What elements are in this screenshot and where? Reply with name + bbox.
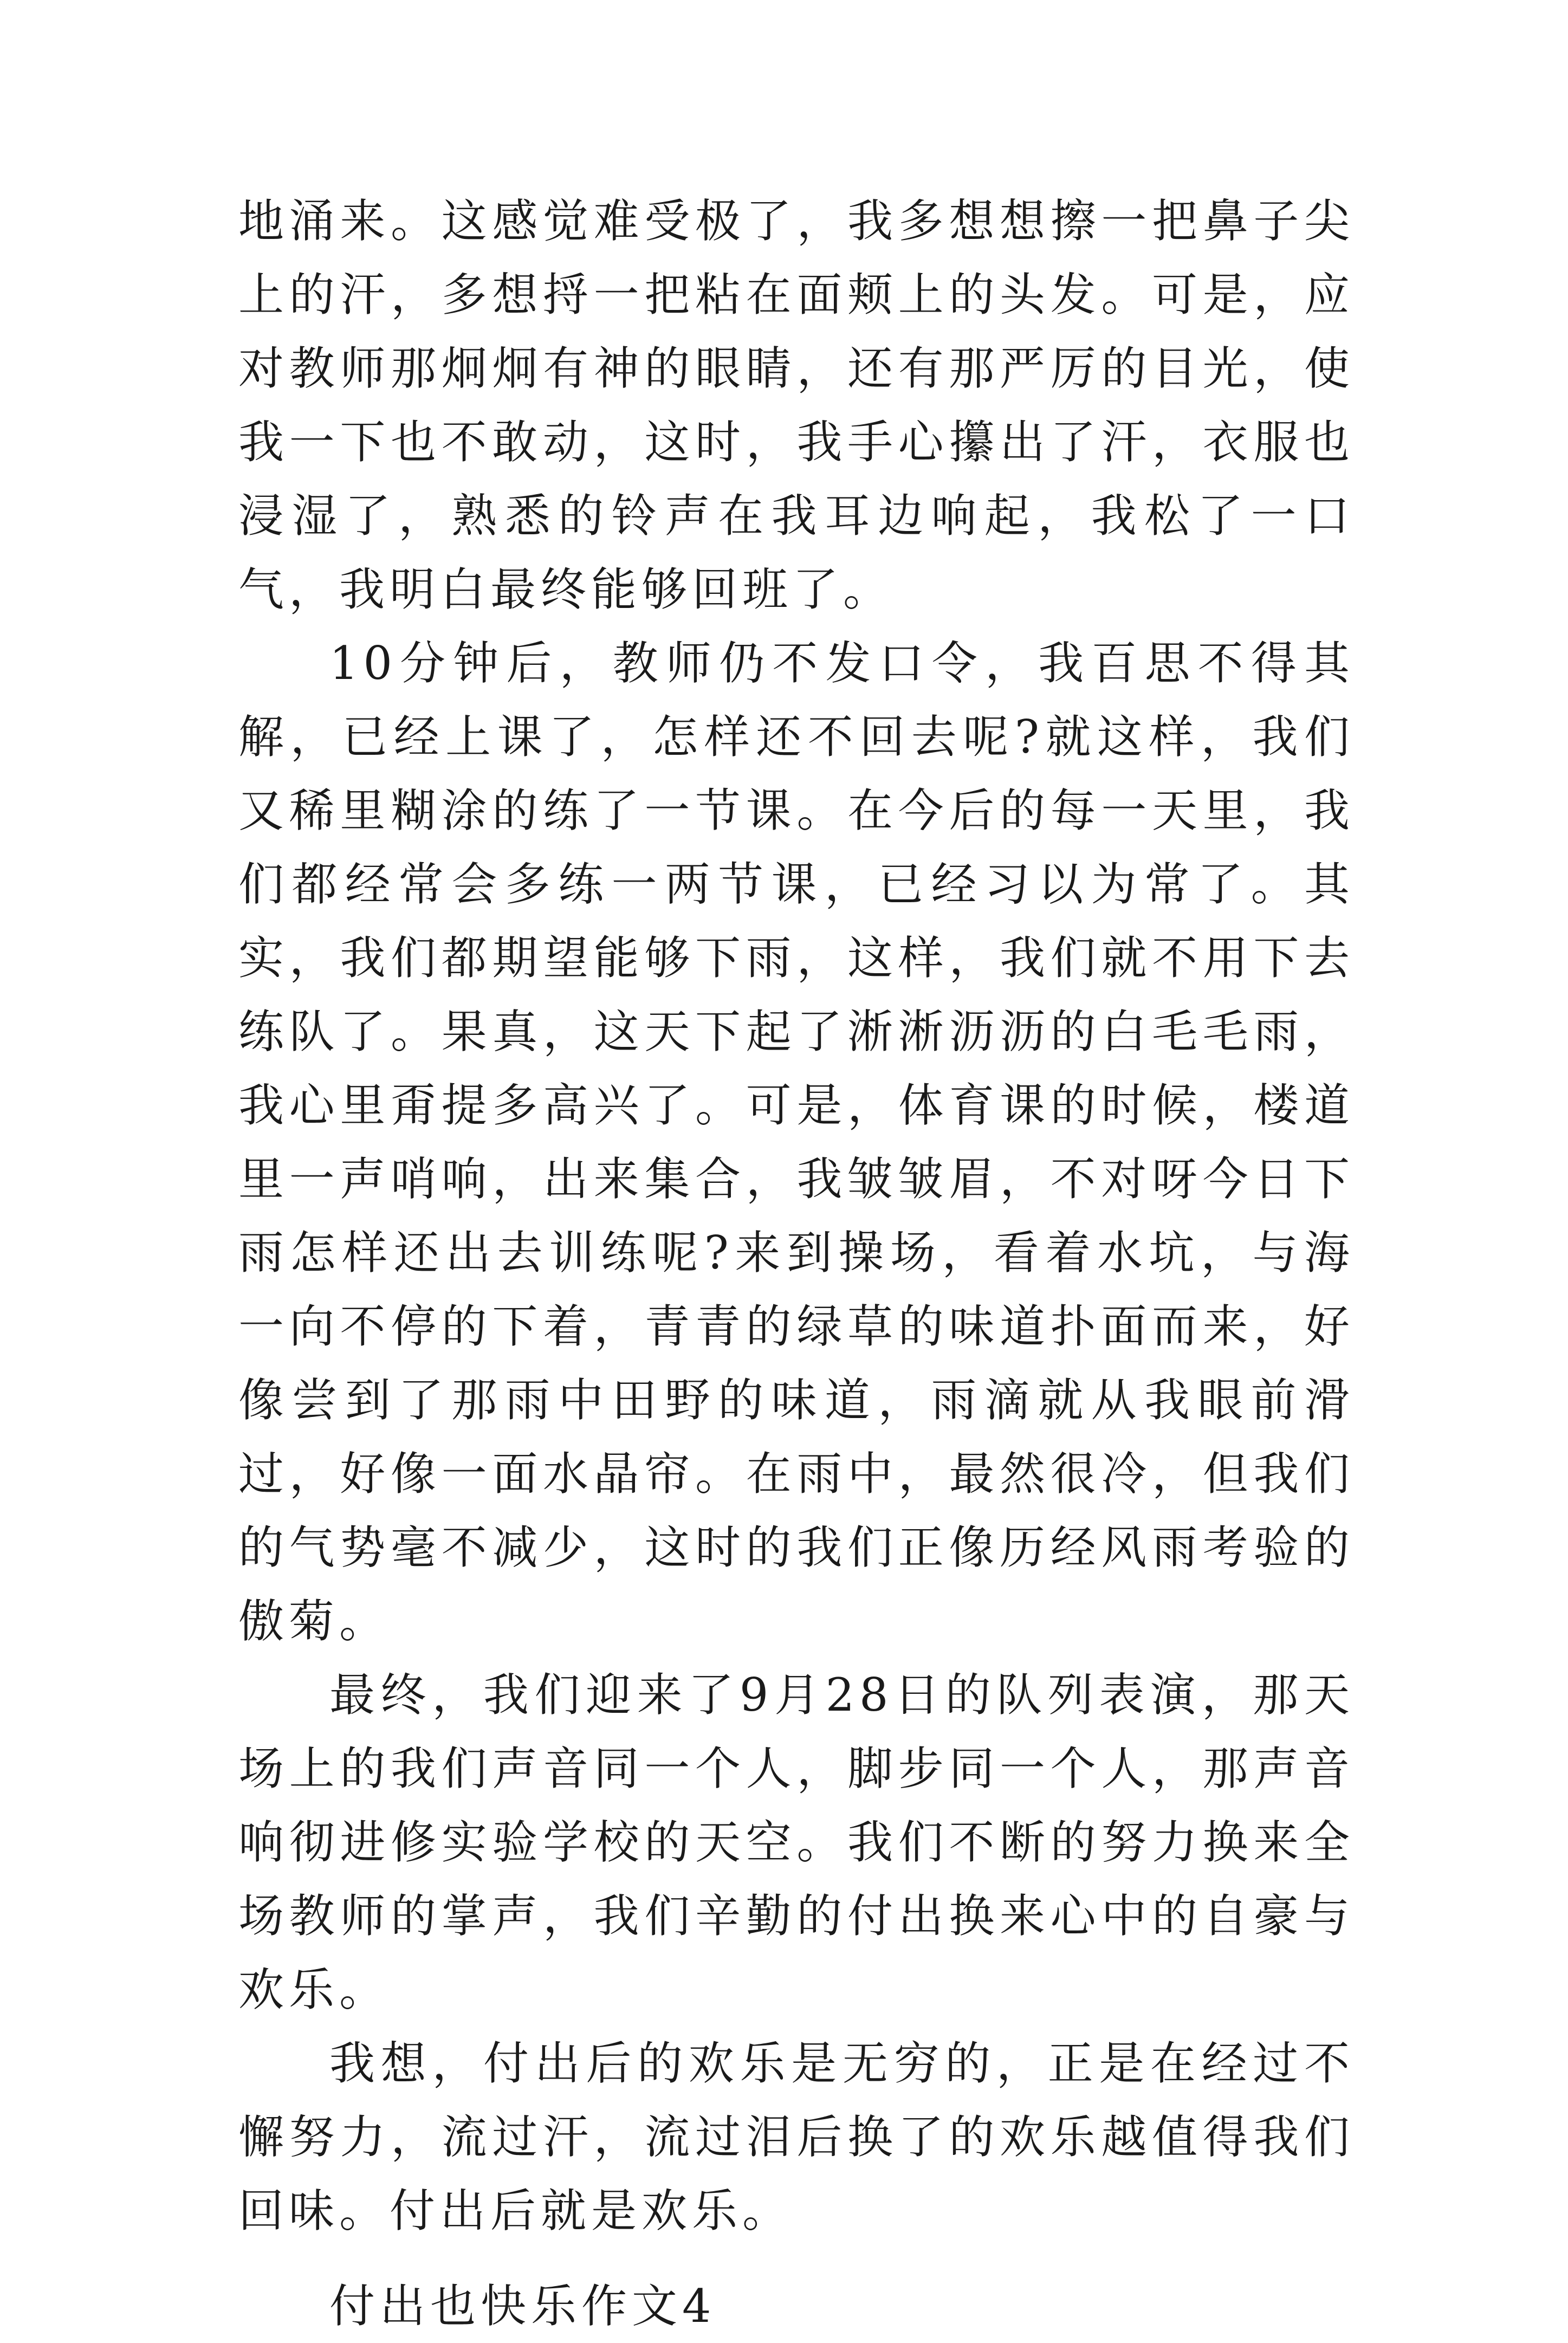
paragraph-3: 最终，我们迎来了9月28日的队列表演，那天场上的我们声音同一个人，脚步同一个人，那声音响彻进修实验学校的天空。我们不断的努力换来全场教师的掌声，我们辛勤的付出换来心中的自豪与欢乐。 <box>238 1668 1355 2016</box>
paragraph-2: 10分钟后，教师仍不发口令，我百思不得其解，已经上课了，怎样还不回去呢?就这样，我们又稀里糊涂的练了一节课。在今后的每一天里，我们都经常会多练一两节课，已经习以为常了。其实，我们都期望能够下雨，这样，我们就不用下去练队了。果真，这天下起了淅淅沥沥的白毛毛雨，我心里甭提多高兴了。可是，体育课的时候，楼道里一声哨响，出来集合，我皱皱眉，不对呀今日下雨怎样还出去训练呢?来到操场，看着水坑，与海一向不停的下着，青青的绿草的味道扑面而来，好像尝到了那雨中田野的味道，雨滴就从我眼前滑过，好像一面水晶帘。在雨中，最然很冷，但我们的气势毫不减少，这时的我们正像历经风雨考验的傲菊。 <box>238 637 1355 1648</box>
document-body <box>238 184 1355 2343</box>
paragraph-1: 地涌来。这感觉难受极了，我多想想擦一把鼻子尖上的汗，多想捋一把粘在面颊上的头发。可是，应对教师那炯炯有神的眼睛，还有那严厉的目光，使我一下也不敢动，这时，我手心攥出了汗，衣服也浸湿了，熟悉的铃声在我耳边响起，我松了一口气，我明白最终能够回班了。 <box>238 195 1355 616</box>
paragraph-4: 我想，付出后的欢乐是无穷的，正是在经过不懈努力，流过汗，流过泪后换了的欢乐越值得我们回味。付出后就是欢乐。 <box>238 2037 1355 2237</box>
section-heading: 付出也快乐作文4 <box>329 2280 716 2333</box>
